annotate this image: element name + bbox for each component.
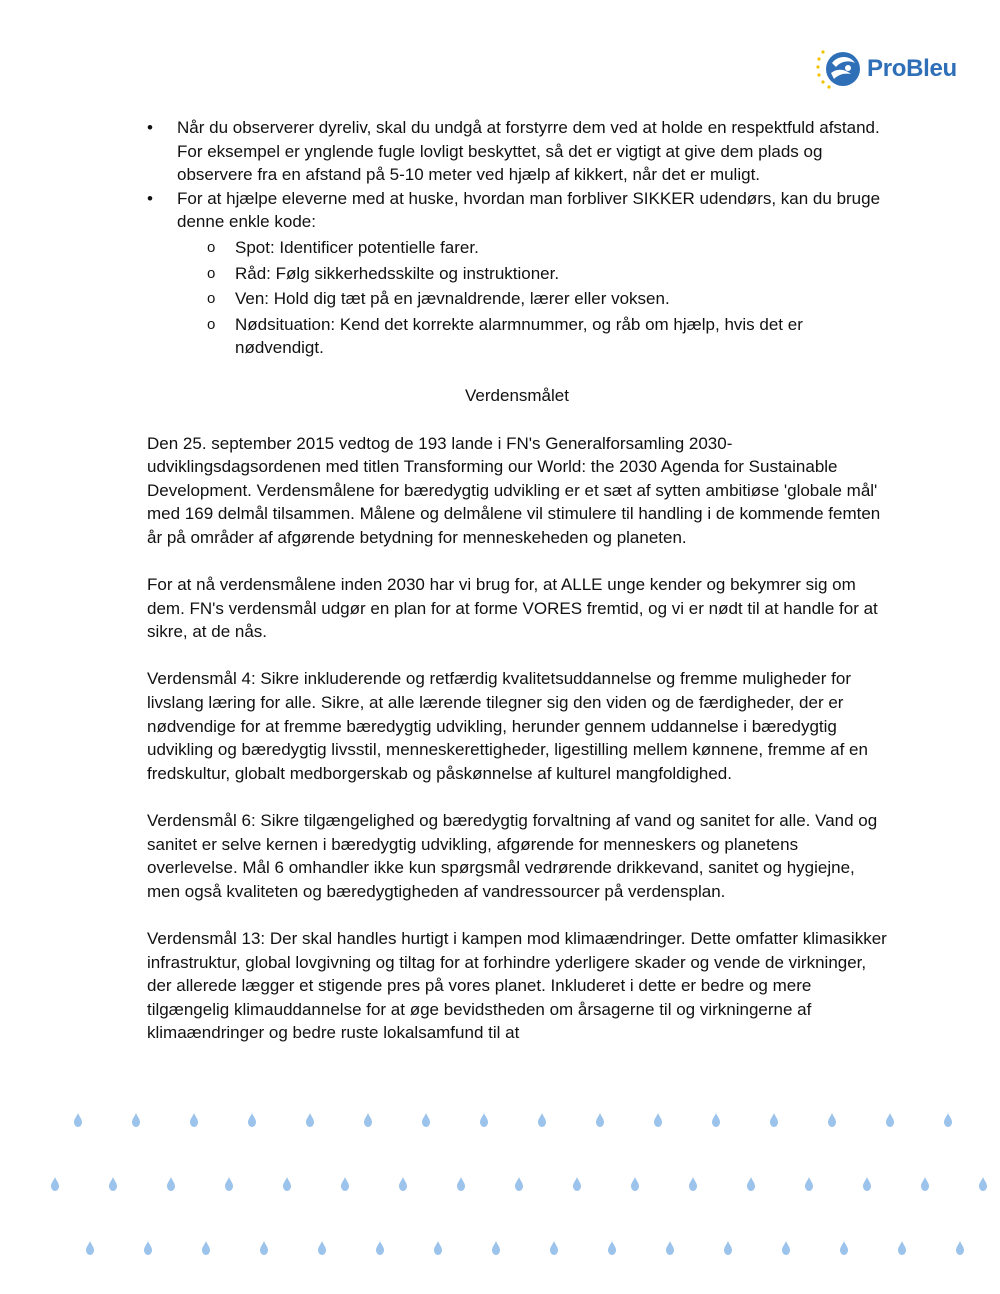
water-drop-icon	[805, 1177, 813, 1191]
water-drop-icon	[944, 1113, 952, 1127]
paragraph: For at nå verdensmålene inden 2030 har vi brug for, at ALLE unge kender og bekymrer sig om dem. FN's verdensmål udgør en plan for at forme VORES fremtid, og vi er nødt til at handle for at sikre, at de nås.	[147, 575, 878, 642]
sub-item-text: Råd: Følg sikkerhedsskilte og instruktioner.	[235, 263, 560, 283]
water-drop-icon	[260, 1241, 268, 1255]
water-drop-icon	[341, 1177, 349, 1191]
water-drop-icon	[109, 1177, 117, 1191]
water-drop-icon	[283, 1177, 291, 1191]
water-drop-icon	[74, 1113, 82, 1127]
water-drop-icon	[631, 1177, 639, 1191]
water-drop-icon	[573, 1177, 581, 1191]
water-drop-icon	[492, 1241, 500, 1255]
sub-item-text: Nødsituation: Kend det korrekte alarmnummer, og råb om hjælp, hvis det er nødvendigt.	[235, 314, 803, 358]
paragraph: Den 25. september 2015 vedtog de 193 lande i FN's Generalforsamling 2030-udviklingsdagsordenen med titlen Transforming our World: the 2030 Agenda for Sustainable Development. Verdensmålene for bæredygtig udvikling er et sæt af sytten ambitiøse 'globale mål' med 169 delmål tilsammen. Målene og delmålene vil stimulere til handling i de kommende femten år på områder af afgørende betydning for menneskeheden og planeten.	[147, 433, 881, 547]
bullet-marker: •	[147, 188, 153, 208]
sub-item	[207, 236, 887, 260]
paragraph: Verdensmål 4: Sikre inkluderende og retfærdig kvalitetsuddannelse og fremme muligheder for livslang læring for alle. Sikre, at alle lærende tilegner sig den viden og de færdigheder, der er nødvendige for at fremme bæredygtig udvikling, herunder gennem uddannelse i bæredygtig udvikling og bæredygtig livsstil, menneskerettigheder, ligestilling mellem kønnene, fremme af en fredskultur, globalt medborgerskab og påskønnelse af kulturel mangfoldighed.	[147, 669, 868, 783]
sub-marker: o	[207, 290, 216, 308]
water-drop-icon	[144, 1241, 152, 1255]
bullet-marker: •	[147, 118, 153, 137]
water-drop-icon	[399, 1177, 407, 1191]
water-drop-icon	[712, 1113, 720, 1127]
paragraph: Verdensmål 6: Sikre tilgængelighed og bæredygtig forvaltning af vand og sanitet for alle. Vand og sanitet er selve kernen i bæredygtig udvikling, afgørende for menneskers og planetens overlevelse. Mål 6 omhandler ikke kun spørgsmål vedrørende drikkevand, sanitet og hygiejne, men også kvaliteten og bæredygtigheden af vandressourcer på verdensplan.	[147, 811, 878, 901]
water-drop-icon	[86, 1241, 94, 1255]
water-drop-icon	[921, 1177, 929, 1191]
water-drop-icon	[979, 1177, 987, 1191]
probleu-logo	[814, 44, 974, 96]
water-drop-icon	[747, 1177, 755, 1191]
water-drop-icon	[770, 1113, 778, 1127]
paragraph: Verdensmål 13: Der skal handles hurtigt i kampen mod klimaændringer. Dette omfatter klimasikker infrastruktur, global lovgivning og tiltag for at forhindre yderligere skader og vende de virkninger, der allerede lægger et stigende pres på vores planet. Inkluderet i dette er bedre og mere tilgængelig klimauddannelse for at øge bevidstheden om årsagerne til og virkningerne af klimaændringer og bedre ruste lokalsamfund til at	[147, 929, 887, 1043]
water-drop-icon	[376, 1241, 384, 1255]
sub-item	[207, 287, 887, 311]
sub-item-text: Ven: Hold dig tæt på en jævnaldrende, lærer eller voksen.	[235, 289, 670, 309]
water-drop-icon	[434, 1241, 442, 1255]
bullet-item	[147, 187, 887, 360]
water-drop-icon	[898, 1241, 906, 1255]
water-drop-icon	[515, 1177, 523, 1191]
water-drop-icon	[840, 1241, 848, 1255]
water-drop-icon	[457, 1177, 465, 1191]
sub-item	[207, 313, 887, 360]
water-drop-icon	[132, 1113, 140, 1127]
water-drop-icon	[666, 1241, 674, 1255]
water-drop-icon	[422, 1113, 430, 1127]
water-drop-icon	[248, 1113, 256, 1127]
bullet-text: For at hjælpe eleverne med at huske, hvordan man forbliver SIKKER udendørs, kan du bruge denne enkle kode:	[177, 188, 881, 232]
water-drop-icon	[886, 1113, 894, 1127]
water-drop-icon	[608, 1241, 616, 1255]
sub-item-text: Spot: Identificer potentielle farer.	[235, 237, 479, 257]
water-drop-icon	[364, 1113, 372, 1127]
probleu-emblem-icon	[814, 44, 866, 96]
sub-marker: o	[207, 238, 216, 256]
water-drop-icon	[318, 1241, 326, 1255]
water-drop-icon	[724, 1241, 732, 1255]
water-drop-icon	[828, 1113, 836, 1127]
water-drop-icon	[480, 1113, 488, 1127]
water-drop-icon	[654, 1113, 662, 1127]
water-drop-icon	[550, 1241, 558, 1255]
sub-marker: o	[207, 315, 216, 333]
water-drop-icon	[202, 1241, 210, 1255]
bullet-text: Når du observerer dyreliv, skal du undgå at forstyrre dem ved at holde en respektfuld afstand. For eksempel er ynglende fugle lovligt beskyttet, så det er vigtigt at give dem plads og observere fra en afstand på 5-10 meter ved hjælp af kikkert, når det er muligt.	[177, 118, 880, 185]
logo-text: ProBleu	[867, 55, 957, 82]
document-body	[147, 116, 887, 1069]
water-drop-icon	[596, 1113, 604, 1127]
water-drop-icon	[225, 1177, 233, 1191]
sub-marker: o	[207, 264, 216, 282]
water-drop-icon	[956, 1241, 964, 1255]
water-drop-icon	[689, 1177, 697, 1191]
sub-item	[207, 262, 887, 286]
water-drop-icon	[538, 1113, 546, 1127]
water-drop-icon	[167, 1177, 175, 1191]
bullet-list	[147, 116, 887, 360]
water-drop-icon	[51, 1177, 59, 1191]
water-drop-icon	[306, 1113, 314, 1127]
water-drop-icon	[190, 1113, 198, 1127]
water-drop-icon	[863, 1177, 871, 1191]
water-drop-icon	[782, 1241, 790, 1255]
sub-list	[207, 236, 887, 360]
bullet-item	[147, 116, 887, 187]
section-heading: Verdensmålet	[465, 385, 569, 405]
